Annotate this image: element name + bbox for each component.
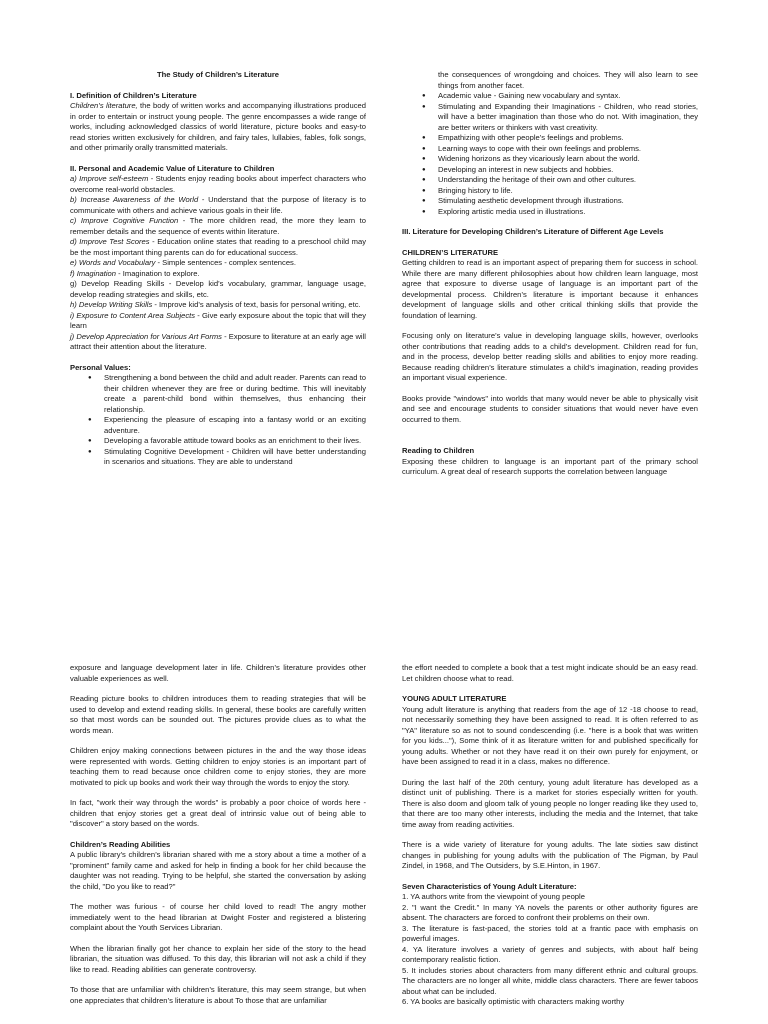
personal-values-heading: Personal Values: [70,362,131,372]
right-values-list [402,91,698,217]
young-adult-literature-heading: YOUNG ADULT LITERATURE [402,694,507,703]
list-item: ● Stimulating and Expanding their Imaginations - Children, who read stories, will have a better imagination than those who do not. With imagination, they are better writers or thinkers with vast creativity. [402,102,698,134]
definition-text: the body of written works and accompanying illustrations produced in order to entertain or instruct young people. The genre encompasses a wide range of works, including acknowledged classics of world literature, picture books and easy-to read stories written exclusively for children, and fairy tales, lullabies, fables, folk songs, and other primarily orally transmitted materials. [70,101,366,152]
value-text: - Simple sentences - complex sentences. [155,258,296,267]
list-item: 5. It includes stories about characters from many different ethnic and cultural groups. The characters are no longer all white, middle class characters. There are fewer taboos about what can be included. [402,965,698,996]
definition-paragraph [70,101,366,154]
value-text: - Improve kid’s analysis of text, basis for personal writing, etc. [152,300,361,309]
paragraph: Reading picture books to children introduces them to reading strategies that will be used to develop and extend reading skills. In general, these books are carefully written so that most words can be sounded out. The pictures provide clues as to what the words mean. [70,694,366,735]
paragraph: Getting children to read is an important aspect of preparing them for success in school. While there are many different philosophies about how children learn language, most agree that exposure to diverse usage of language is an important part of the developmental process. Children’s literature is important because it enhances development of language skills and other critical thinking skills that provide the foundation of learning. [402,258,698,320]
value-text: - The more children read, the more they learn to remember details and the sequence of events within literature. [70,216,366,236]
value-text: - Imagination to explore. [116,268,200,278]
value-term: a) Improve self-esteem [70,174,149,183]
list-item: 2. "I want the Credit." In many YA novels the parents or other authority figures are absent. The characters are forced to confront their problems on their own. [402,902,698,922]
document-title: The Study of Children’s Literature [156,70,280,79]
value-term: i) Exposure to Content Area Subjects [70,310,196,320]
academic-values-list [70,174,366,353]
value-text: - Education online states that reading to a preschool child may be the most important thing parents can do for educational success. [70,237,367,257]
paragraph: Young adult literature is anything that readers from the age of 12 -18 choose to read, not necessarily something they have been assigned to read. It is often referred to as "YA" literature so as not to sound condescending (i.e. "here is a book that was written for you kids..."), Some think of it as literature written for and published specifically for young adults. Whether or not they have read it on their own purely for enjoyment, or have been assigned to read it in a class, makes no difference. [402,704,698,766]
value-item [70,332,366,353]
list-item: ● Academic value - Gaining new vocabulary and syntax. [402,91,698,102]
page1-right-column [402,70,698,478]
value-term: j) Develop Appreciation for Various Art Forms [70,331,222,341]
paragraph: Children enjoy making connections between pictures in the and the way those ideas were represented with words. Getting children to enjoy stories is an important part of teaching them to read because once children come to enjoy stories, they are more motivated to pick up books and work their way through the words to enjoy the story. [70,746,366,787]
list-item: ● Bringing history to life. [402,186,698,197]
list-item: ● Experiencing the pleasure of escaping into a fantasy world or an exciting adventure. [70,415,366,436]
paragraph: The mother was furious - of course her child loved to read! The angry mother immediately went to the head librarian at Dwight Foster and registered a blistering complaint about the Youth Services Librarian. [70,902,366,932]
childrens-literature-heading: CHILDREN’S LITERATURE [402,247,499,257]
list-item: ● Stimulating aesthetic development through illustrations. [402,196,698,207]
value-term: c) Improve Cognitive Function [70,216,179,225]
paragraph: In fact, "work their way through the words" is probably a poor choice of words here - children that enjoy stories get a great deal of intrinsic value out of being able to "discover" a story based on the words. [70,798,366,828]
reading-abilities-heading: Children’s Reading Abilities [70,839,171,849]
paragraph: Exposing these children to language is an important part of the primary school curriculum. A great deal of research supports the correlation between language [402,456,698,476]
page2-left-column [70,663,366,1006]
list-item: ● Developing a favorable attitude toward books as an enrichment to their lives. [70,436,366,447]
section-3-heading: III. Literature for Developing Children’s Literature of Different Age Levels [402,227,664,236]
value-term: d) Improve Test Scores [70,237,150,246]
list-item: 6. YA books are basically optimistic with characters making worthy [402,997,625,1006]
value-text: - Exposure to literature at an early age will attract their attention about the literature. [70,331,366,351]
seven-characteristics-heading: Seven Characteristics of Young Adult Literature: [402,881,577,891]
value-item [70,269,366,280]
list-item: 1. YA authors write from the viewpoint of young people [402,892,585,901]
list-item: ● Stimulating Cognitive Development - Children will have better understanding in scenarios and situations. They are able to understand [70,447,366,468]
section-1-heading: I. Definition of Children’s Literature [70,90,197,100]
paragraph: To those that are unfamiliar with children’s literature, this may seem strange, but when one appreciates that children’s literature is about To those that are unfamiliar [70,985,366,1005]
value-item [70,279,366,300]
value-text: - Understand that the purpose of literacy is to communicate with others and achieve various goals in their life. [70,195,366,215]
list-item: ● Strengthening a bond between the child and adult reader. Parents can read to their children whenever they are free or during bedtime. This will inevitably create a parent-child bond within themselves, thus enhancing their relationship. [70,373,366,415]
document-page-2 [0,655,768,1024]
value-item [70,237,366,258]
paragraph: There is a wide variety of literature for young adults. The late sixties saw distinct changes in publishing for young adults with the publication of The Pigman, by Paul Zindel, in 1968, and The Outsiders, by S.E.Hinton, in 1967. [402,840,698,870]
paragraph: When the librarian finally got her chance to explain her side of the story to the head librarian, the situation was diffused. To this day, this librarian will not ask a child if they like to read. Reading abilities can generate controversy. [70,943,366,974]
section-2-heading: II. Personal and Academic Value of Literature to Children [70,163,275,173]
paragraph: A public library’s children’s librarian shared with me a story about a time a mother of a "prominent" family came and asked for help in finding a book for her child because the daughter was not reading. Trying to be helpful, she started the conversation by asking the child, "Do you like to read?" [70,850,366,891]
paragraph: exposure and language development later in life. Children’s literature provides other valuable experiences as well. [70,663,366,683]
personal-values-list [70,373,366,468]
list-item: ● Understanding the heritage of their own and other cultures. [402,175,698,186]
value-item [70,216,366,237]
value-term: f) Imagination [70,268,117,278]
list-item: ● Exploring artistic media used in illustrations. [402,207,698,218]
paragraph: Books provide "windows" into worlds that many would never be able to physically visit and see and encourage students to consider situations that would never have even occurred to them. [402,393,698,424]
value-item [70,311,366,332]
value-item [70,174,366,195]
value-text: g) Develop Reading Skills - Develop kid’s vocabulary, grammar, language usage, develop reading strategies and skills, etc. [70,279,366,299]
value-item [70,195,366,216]
characteristics-list [402,892,698,1008]
value-term: b) Increase Awareness of the World [70,195,199,204]
list-item: ● Empathizing with other people’s feelings and problems. [402,133,698,144]
definition-term: Children’s literature, [70,101,138,110]
value-term: h) Develop Writing Skills [70,300,153,309]
paragraph: Focusing only on literature’s value in developing language skills, however, overlooks other contributions that reading adds to a child’s development. Children read for fun, and in the process, develop better reading skills and abilities to enjoy more reading. Because reading children’s literature stimulates a child’s imagination, reading provides an important visual experience. [402,331,698,382]
reading-to-children-heading: Reading to Children [402,446,475,455]
paragraph: During the last half of the 20th century, young adult literature has developed as a distinct unit of publishing. There is a market for stories especially written for youth. There is also doom and gloom talk of young people no longer reading like they used to, that there are too many other interests, including the media and the Internet, that take time away from reading activities. [402,777,698,829]
page2-right-column [402,663,698,1008]
value-item [70,258,366,269]
list-item: 4. YA literature involves a variety of genres and subjects, with about half being contemporary realistic fiction. [402,944,698,964]
list-item: ● Widening horizons as they vicariously learn about the world. [402,154,698,165]
paragraph: the effort needed to complete a book that a test might indicate should be an easy read. Let children choose what to read. [402,663,698,683]
value-text: - Give early exposure about the topic that will they learn [70,310,366,330]
value-text: - Students enjoy reading books about imperfect characters who overcome real-world obstacles. [70,174,367,194]
page1-left-column [70,70,366,468]
continued-text: the consequences of wrongdoing and choices. They will also learn to see things from another facet. [438,70,698,90]
list-item: ● Developing an interest in new subjects and hobbies. [402,165,698,176]
list-item: ● Learning ways to cope with their own feelings and problems. [402,144,698,155]
value-item [70,300,366,311]
value-term: e) Words and Vocabulary [70,258,156,267]
list-item: 3. The literature is fast-paced, the stories told at a frantic pace with emphasis on powerful images. [402,923,698,943]
